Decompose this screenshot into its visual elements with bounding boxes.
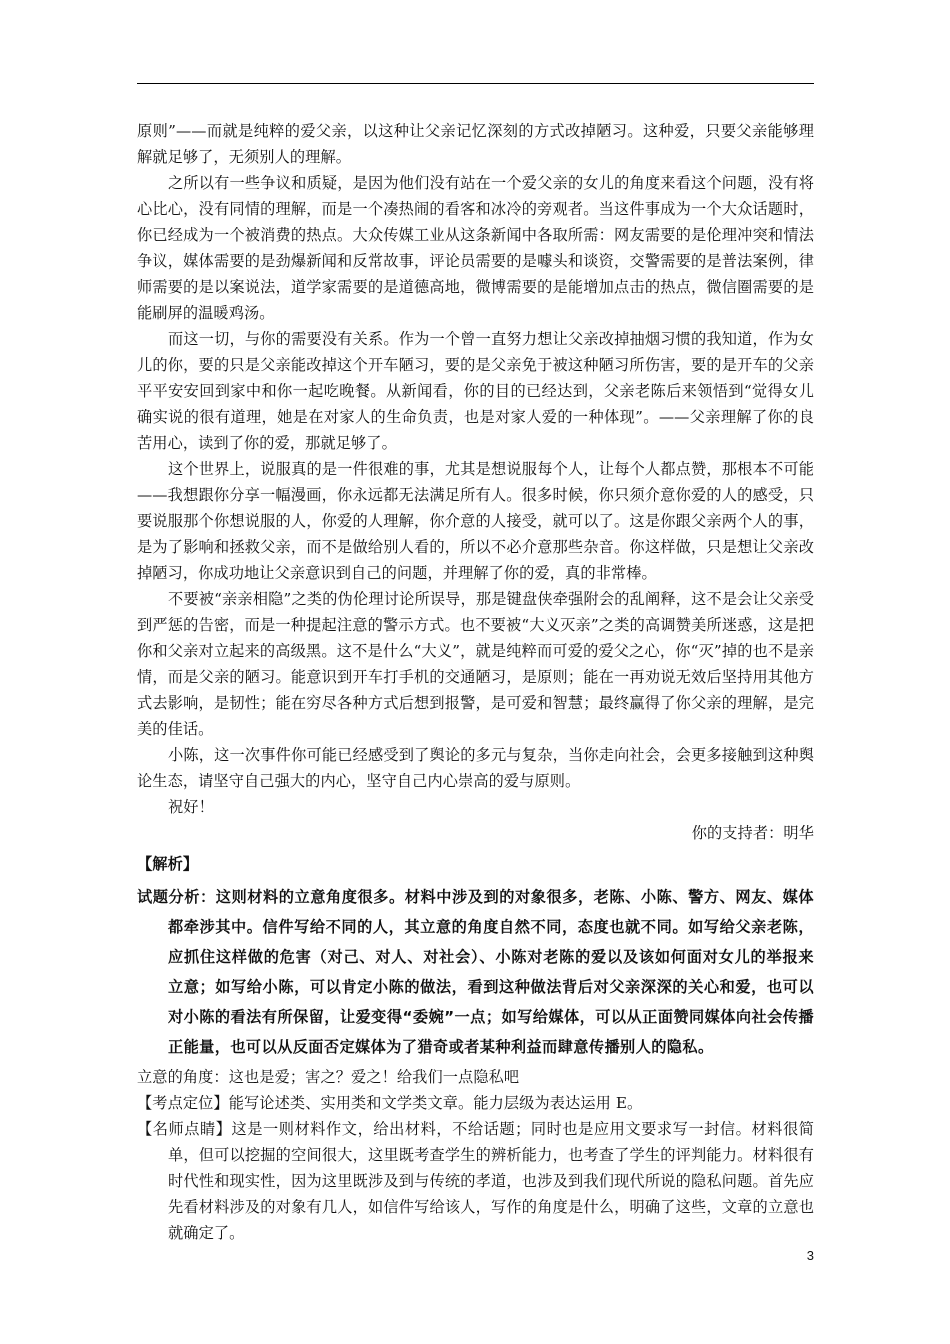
letter-greeting: 祝好！: [168, 798, 214, 816]
page-number: 3: [806, 1248, 814, 1263]
letter-paragraph-2: 之所以有一些争议和质疑，是因为他们没有站在一个爱父亲的女儿的角度来看这个问题，没有将心比心，没有同情的理解，而是一个凑热闹的看客和冰冷的旁观者。当这件事成为一个大众话题时，你已经成为一个被消费的热点。大众传媒工业从这条新闻中各取所需：网友需要的是伦理冲突和情法争议，媒体需要的是劲爆新闻和反常故事，评论员需要的是噱头和谈资，交警需要的是普法案例，律师需要的是以案说法，道学家需要的是道德高地，微博需要的是能增加点击的热点，微信圈需要的是能刷屏的温暖鸡汤。: [137, 174, 814, 322]
letter-paragraph-4: 这个世界上，说服真的是一件很难的事，尤其是想说服每个人，让每个人都点赞，那根本不可能——我想跟你分享一幅漫画，你永远都无法满足所有人。很多时候，你只须介意你爱的人的感受，只要说服那个你想说服的人，你爱的人理解，你介意的人接受，就可以了。这是你跟父亲两个人的事，是为了影响和拯救父亲，而不是做给别人看的，所以不必介意那些杂音。你这样做，只是想让父亲改掉陋习，你成功地让父亲意识到自己的问题，并理解了你的爱，真的非常棒。: [137, 460, 814, 582]
angle-note: 立意的角度：这也是爱；害之？爱之！给我们一点隐私吧: [137, 1068, 520, 1086]
analysis-section: [137, 852, 814, 1062]
letter-paragraph-5: 不要被“亲亲相隐”之类的伪伦理讨论所误导，那是键盘侠牵强附会的乱阐释，这不是会让父亲受到严惩的告密，而是一种提起注意的警示方式。也不要被“大义灭亲”之类的高调赞美所迷惑，这是把你和父亲对立起来的高级黑。这不是什么“大义”，就是纯粹而可爱的爱父之心，你“灭”掉的也不是亲情，而是父亲的陋习。能意识到开车打手机的交通陋习，是原则；能在一再劝说无效后坚持用其他方式去影响，是韧性；能在穷尽各种方式后想到报警，是可爱和智慧；最终赢得了你父亲的理解，是完美的佳话。: [137, 590, 814, 738]
notes-section: [137, 1064, 814, 1246]
letter-paragraph-3: 而这一切，与你的需要没有关系。作为一个曾一直努力想让父亲改掉抽烟习惯的我知道，作为女儿的你，要的只是父亲能改掉这个开车陋习，要的是父亲免于被这种陋习所伤害，要的是开车的父亲平平安安回到家中和你一起吃晚餐。从新闻看，你的目的已经达到，父亲老陈后来领悟到“觉得女儿确实说的很有道理，她是在对家人的生命负责，也是对家人爱的一种体现”。——父亲理解了你的良苦用心，读到了你的爱，那就足够了。: [137, 330, 814, 452]
page-body: [137, 118, 814, 1246]
analysis-text: 试题分析：这则材料的立意角度很多。材料中涉及到的对象很多，老陈、小陈、警方、网友、媒体都牵涉其中。信件写给不同的人，其立意的角度自然不同，态度也就不同。如写给父亲老陈，应抓住这样做的危害（对己、对人、对社会）、小陈对老陈的爱以及该如何面对女儿的举报来立意；如写给小陈，可以肯定小陈的做法，看到这种做法背后对父亲深深的关心和爱，也可以对小陈的看法有所保留，让爱变得“委婉”一点；如写给媒体，可以从正面赞同媒体向社会传播正能量，也可以从反面否定媒体为了猎奇或者某种利益而肆意传播别人的隐私。: [137, 888, 814, 1056]
analysis-heading: 【解析】: [137, 855, 199, 873]
exam-point-note: 【考点定位】能写论述类、实用类和文学类文章。能力层级为表达运用 E。: [137, 1094, 643, 1112]
letter-paragraph-1: 原则”——而就是纯粹的爱父亲，以这种让父亲记忆深刻的方式改掉陋习。这种爱，只要父亲能够理解就足够了，无须别人的理解。: [137, 122, 814, 166]
teacher-comment-note: 【名师点睛】这是一则材料作文，给出材料，不给话题；同时也是应用文要求写一封信。材料很简单，但可以挖掘的空间很大，这里既考查学生的辨析能力，也考查了学生的评判能力。材料很有时代性和现实性，因为这里既涉及到与传统的孝道，也涉及到我们现代所说的隐私问题。首先应先看材料涉及的对象有几人，如信件写给该人，写作的角度是什么，明确了这些，文章的立意也就确定了。: [137, 1120, 814, 1242]
letter-signature: 你的支持者：明华: [691, 824, 814, 842]
header-rule: [137, 83, 814, 84]
letter-paragraph-6: 小陈，这一次事件你可能已经感受到了舆论的多元与复杂，当你走向社会，会更多接触到这种舆论生态，请坚守自己强大的内心，坚守自己内心崇高的爱与原则。: [137, 746, 814, 790]
